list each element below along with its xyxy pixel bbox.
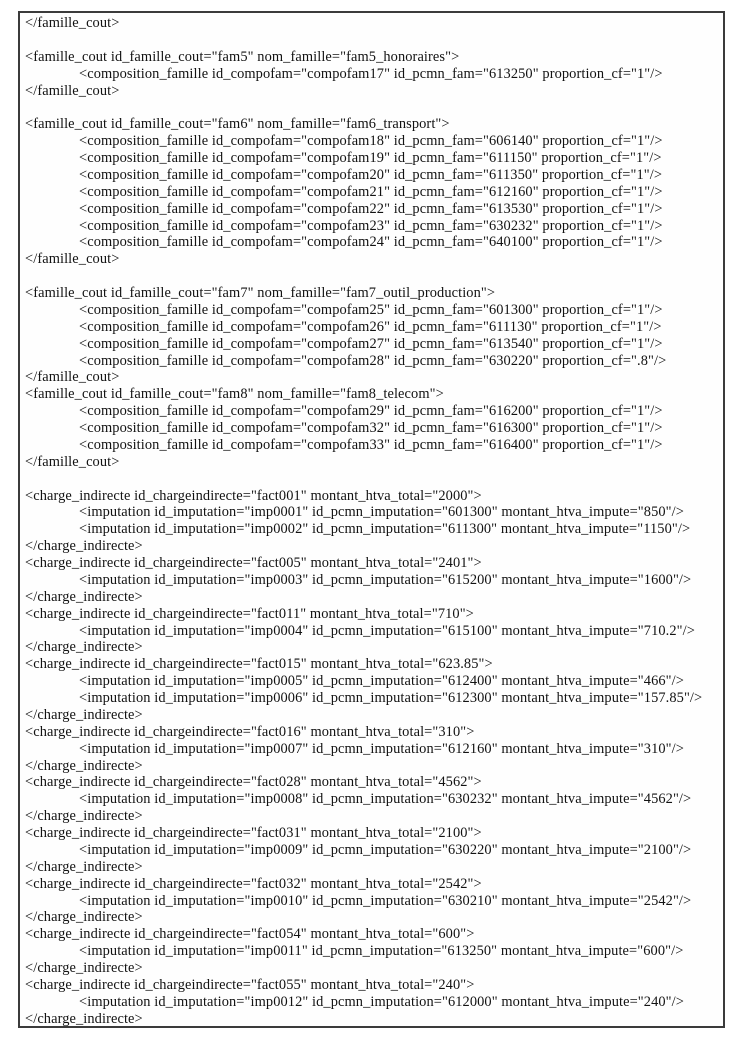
xml-line-charge-close: </charge_indirecte> bbox=[25, 909, 143, 926]
xml-line-famille-open: <famille_cout id_famille_cout="fam8" nom_famille="fam8_telecom"> bbox=[25, 386, 444, 403]
xml-line-famille-close: </famille_cout> bbox=[25, 251, 120, 268]
xml-line-imputation: <imputation id_imputation="imp0004" id_pcmn_imputation="615100" montant_htva_impute="710.2"/> bbox=[79, 622, 695, 639]
xml-line-imputation: <imputation id_imputation="imp0002" id_pcmn_imputation="611300" montant_htva_impute="1150"/> bbox=[79, 521, 691, 538]
xml-line-composition: <composition_famille id_compofam="compofam18" id_pcmn_fam="606140" proportion_cf="1"/> bbox=[79, 133, 663, 150]
xml-line-charge-open: <charge_indirecte id_chargeindirecte="fact011" montant_htva_total="710"> bbox=[25, 605, 474, 622]
xml-line-charge-close: </charge_indirecte> bbox=[25, 858, 143, 875]
xml-line-composition: <composition_famille id_compofam="compofam29" id_pcmn_fam="616200" proportion_cf="1"/> bbox=[79, 403, 663, 420]
xml-line-charge-close: </charge_indirecte> bbox=[25, 706, 143, 723]
xml-line-charge-open: <charge_indirecte id_chargeindirecte="fact028" montant_htva_total="4562"> bbox=[25, 774, 482, 791]
xml-line-charge-open: <charge_indirecte id_chargeindirecte="fact032" montant_htva_total="2542"> bbox=[25, 875, 482, 892]
xml-line-composition: <composition_famille id_compofam="compofam22" id_pcmn_fam="613530" proportion_cf="1"/> bbox=[79, 200, 663, 217]
xml-line-composition: <composition_famille id_compofam="compofam26" id_pcmn_fam="611130" proportion_cf="1"/> bbox=[79, 318, 662, 335]
xml-line-famille-close: </famille_cout> bbox=[25, 15, 120, 31]
xml-line-composition: <composition_famille id_compofam="compofam20" id_pcmn_fam="611350" proportion_cf="1"/> bbox=[79, 166, 663, 183]
xml-line-composition: <composition_famille id_compofam="compofam17" id_pcmn_fam="613250" proportion_cf="1"/> bbox=[79, 65, 663, 82]
xml-line-composition: <composition_famille id_compofam="compofam25" id_pcmn_fam="601300" proportion_cf="1"/> bbox=[79, 301, 663, 318]
xml-line-charge-open: <charge_indirecte id_chargeindirecte="fact031" montant_htva_total="2100"> bbox=[25, 825, 482, 841]
xml-line-charge-close: </charge_indirecte> bbox=[25, 588, 143, 605]
xml-line-charge-close: </charge_indirecte> bbox=[25, 960, 143, 976]
xml-line-charge-open: <charge_indirecte id_chargeindirecte="fact016" montant_htva_total="310"> bbox=[25, 723, 475, 740]
xml-line-imputation: <imputation id_imputation="imp0008" id_pcmn_imputation="630232" montant_htva_impute="4562"/> bbox=[79, 791, 692, 808]
xml-line-imputation: <imputation id_imputation="imp0010" id_pcmn_imputation="630210" montant_htva_impute="2542"/> bbox=[79, 892, 692, 909]
xml-line-famille-close: </famille_cout> bbox=[25, 453, 120, 470]
xml-line-composition: <composition_famille id_compofam="compofam19" id_pcmn_fam="611150" proportion_cf="1"/> bbox=[79, 150, 662, 166]
xml-line-imputation: <imputation id_imputation="imp0007" id_pcmn_imputation="612160" montant_htva_impute="310"/> bbox=[79, 740, 684, 757]
xml-line-composition: <composition_famille id_compofam="compofam24" id_pcmn_fam="640100" proportion_cf="1"/> bbox=[79, 234, 663, 251]
xml-line-composition: <composition_famille id_compofam="compofam28" id_pcmn_fam="630220" proportion_cf=".8"/> bbox=[79, 352, 667, 369]
xml-line-imputation: <imputation id_imputation="imp0005" id_pcmn_imputation="612400" montant_htva_impute="466"/> bbox=[79, 673, 684, 690]
xml-line-charge-open: <charge_indirecte id_chargeindirecte="fact015" montant_htva_total="623.85"> bbox=[25, 656, 493, 673]
xml-line-charge-close: </charge_indirecte> bbox=[25, 808, 143, 825]
xml-line-famille-open: <famille_cout id_famille_cout="fam6" nom_famille="fam6_transport"> bbox=[25, 116, 450, 133]
xml-line-blank bbox=[25, 32, 719, 49]
xml-line-charge-close: </charge_indirecte> bbox=[25, 639, 143, 656]
xml-line-charge-close: </charge_indirecte> bbox=[25, 1010, 143, 1027]
xml-line-charge-close: </charge_indirecte> bbox=[25, 538, 143, 555]
xml-line-imputation: <imputation id_imputation="imp0003" id_pcmn_imputation="615200" montant_htva_impute="1600"/> bbox=[79, 571, 692, 588]
xml-line-charge-open: <charge_indirecte id_chargeindirecte="fact055" montant_htva_total="240"> bbox=[25, 976, 475, 993]
xml-line-famille-open: <famille_cout id_famille_cout="fam5" nom_famille="fam5_honoraires"> bbox=[25, 48, 460, 65]
xml-line-charge-close: </charge_indirecte> bbox=[25, 757, 143, 774]
xml-line-composition: <composition_famille id_compofam="compofam21" id_pcmn_fam="612160" proportion_cf="1"/> bbox=[79, 183, 663, 200]
xml-line-famille-open: <famille_cout id_famille_cout="fam7" nom_famille="fam7_outil_production"> bbox=[25, 285, 496, 301]
xml-line-composition: <composition_famille id_compofam="compofam23" id_pcmn_fam="630232" proportion_cf="1"/> bbox=[79, 217, 663, 234]
xml-line-imputation: <imputation id_imputation="imp0006" id_pcmn_imputation="612300" montant_htva_impute="157.85"/> bbox=[79, 690, 703, 706]
xml-line-composition: <composition_famille id_compofam="compofam33" id_pcmn_fam="616400" proportion_cf="1"/> bbox=[79, 436, 663, 453]
xml-code-frame bbox=[18, 11, 725, 1028]
xml-line-charge-open: <charge_indirecte id_chargeindirecte="fact001" montant_htva_total="2000"> bbox=[25, 487, 482, 504]
xml-line-composition: <composition_famille id_compofam="compofam32" id_pcmn_fam="616300" proportion_cf="1"/> bbox=[79, 420, 663, 436]
xml-line-imputation: <imputation id_imputation="imp0001" id_pcmn_imputation="601300" montant_htva_impute="850"/> bbox=[79, 504, 684, 521]
xml-line-imputation: <imputation id_imputation="imp0009" id_pcmn_imputation="630220" montant_htva_impute="2100"/> bbox=[79, 841, 692, 858]
xml-line-famille-close: </famille_cout> bbox=[25, 82, 120, 99]
xml-line-imputation: <imputation id_imputation="imp0012" id_pcmn_imputation="612000" montant_htva_impute="240"/> bbox=[79, 993, 684, 1010]
xml-line-charge-open: <charge_indirecte id_chargeindirecte="fact054" montant_htva_total="600"> bbox=[25, 926, 475, 943]
xml-line-blank bbox=[25, 471, 719, 488]
xml-line-blank bbox=[25, 99, 719, 116]
xml-line-blank bbox=[25, 268, 719, 285]
xml-line-famille-close: </famille_cout> bbox=[25, 369, 120, 386]
xml-line-composition: <composition_famille id_compofam="compofam27" id_pcmn_fam="613540" proportion_cf="1"/> bbox=[79, 335, 663, 352]
xml-line-imputation: <imputation id_imputation="imp0011" id_pcmn_imputation="613250" montant_htva_impute="600"/> bbox=[79, 943, 684, 960]
xml-line-charge-open: <charge_indirecte id_chargeindirecte="fact005" montant_htva_total="2401"> bbox=[25, 555, 482, 571]
